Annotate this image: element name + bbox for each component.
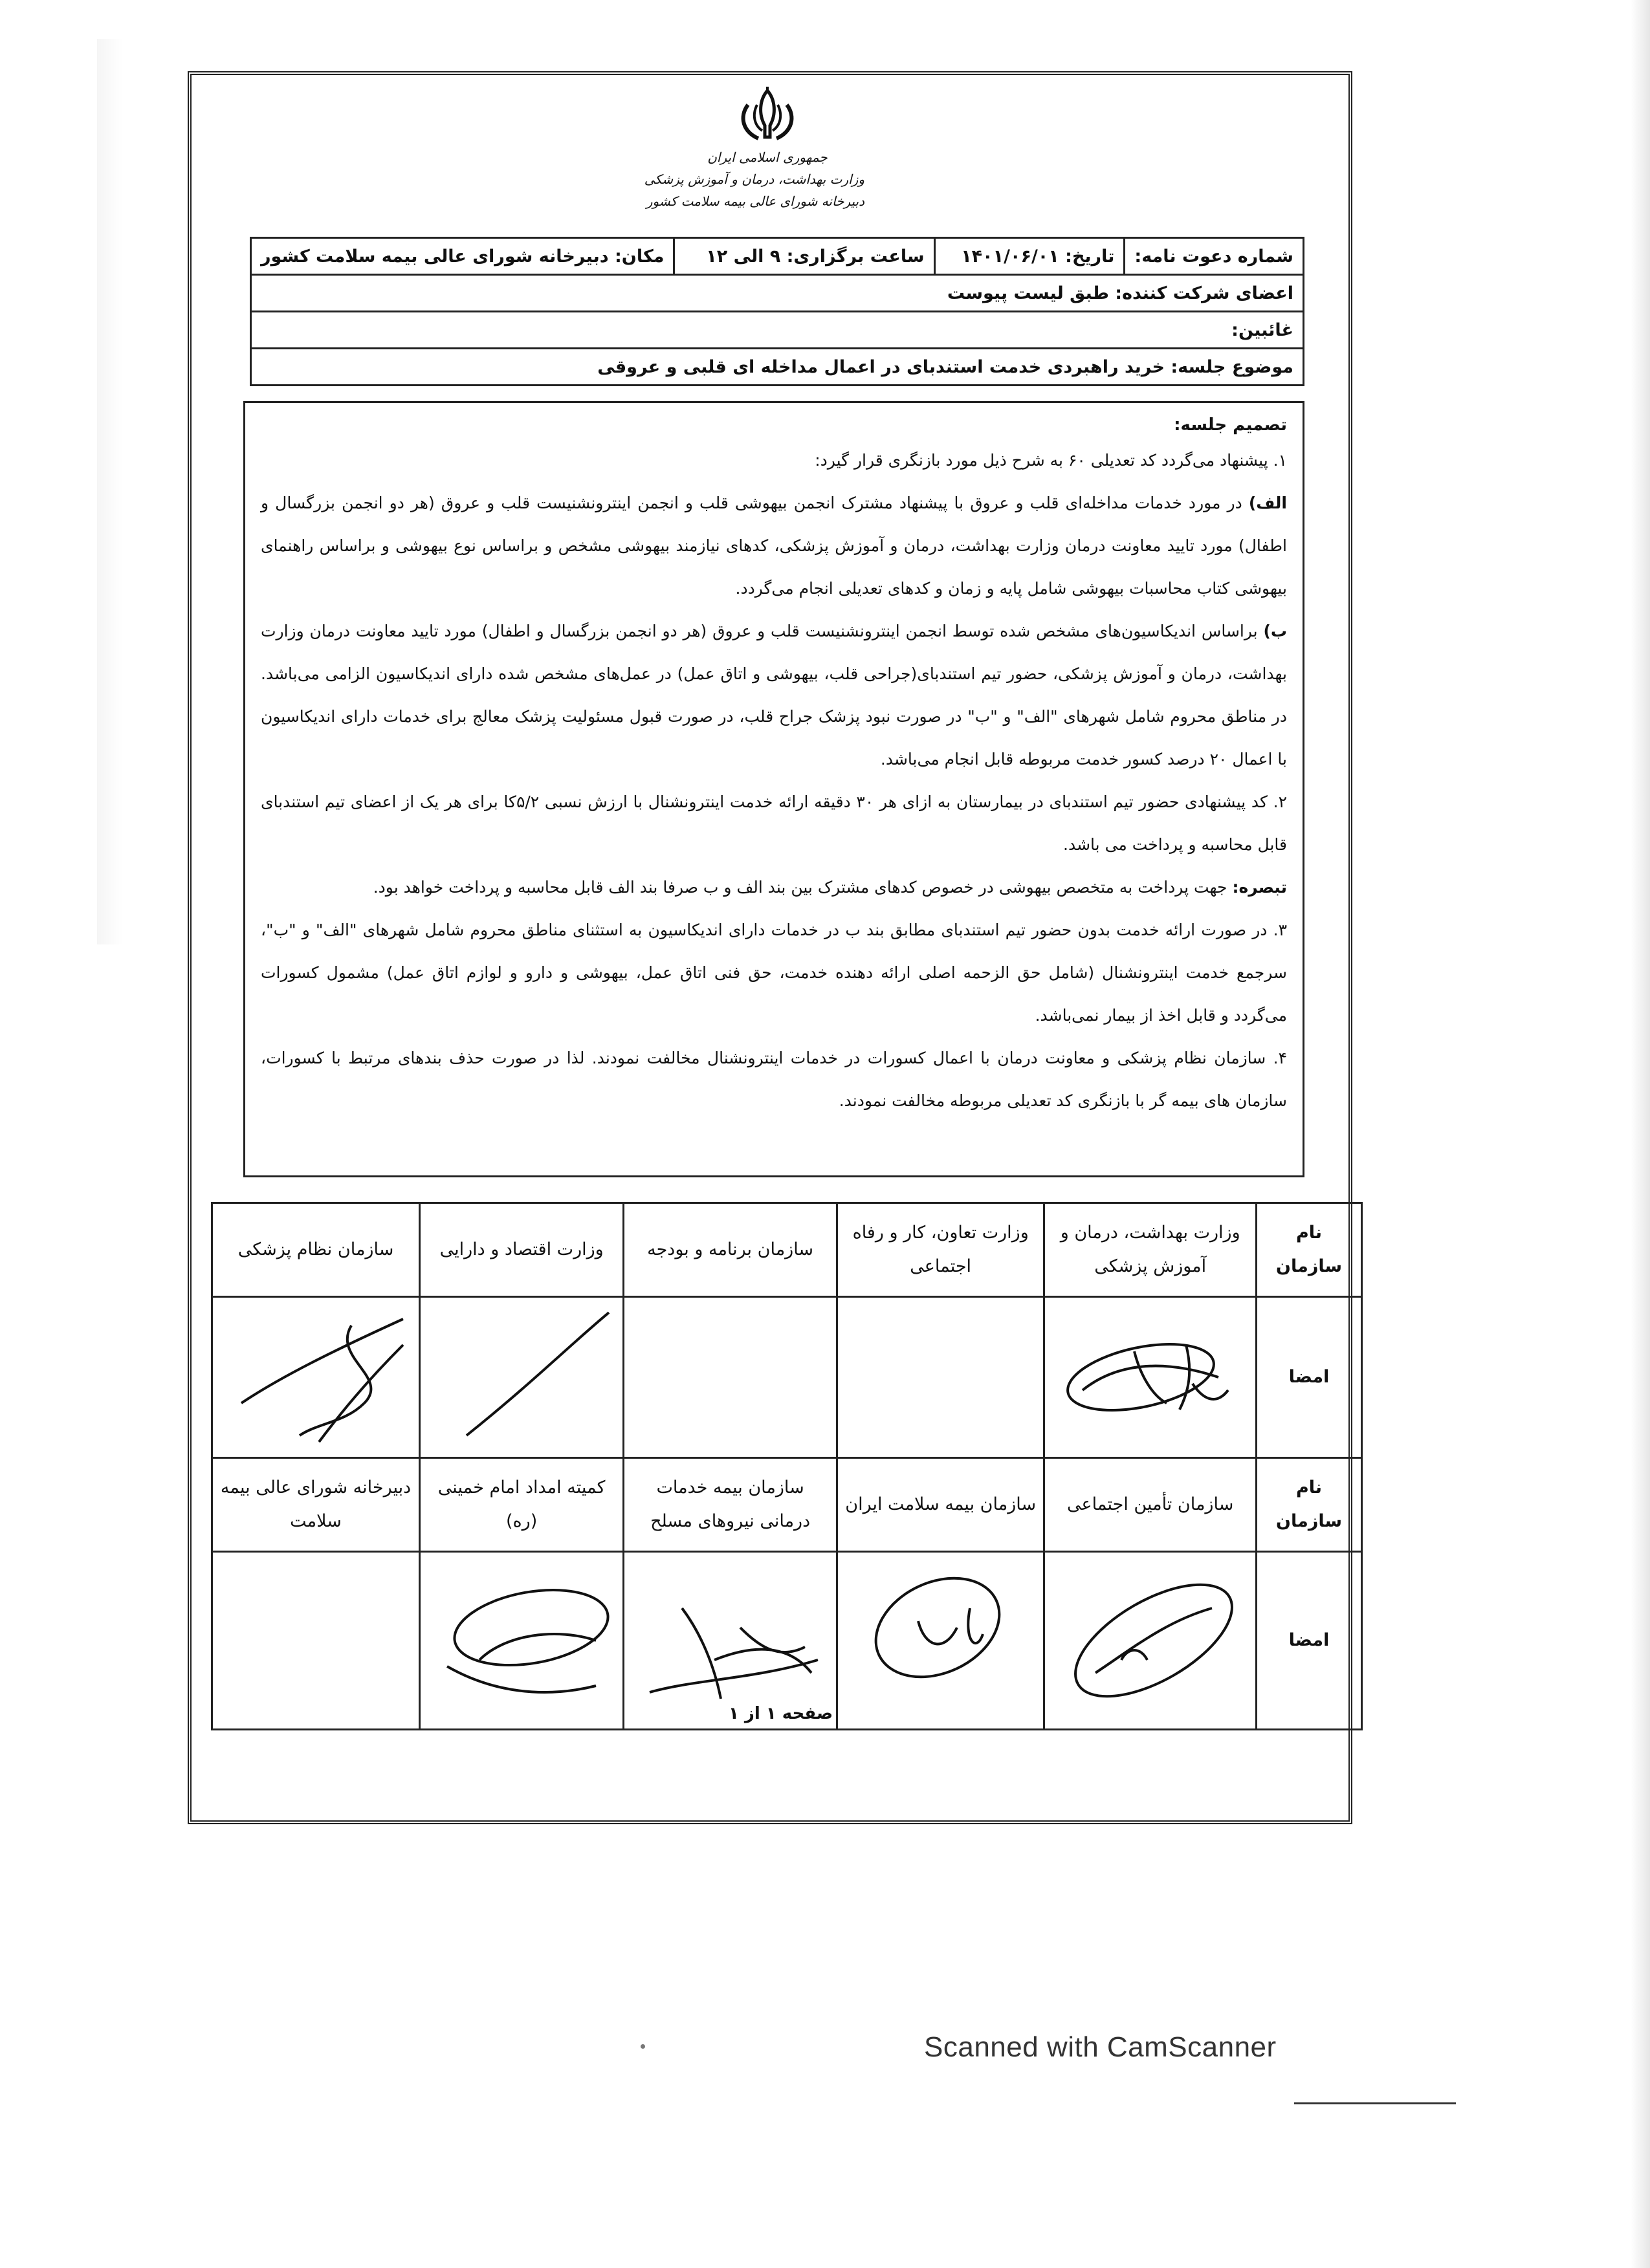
decision-title: تصمیم جلسه: (1174, 415, 1287, 435)
sign-label: امضا (1257, 1552, 1362, 1730)
signature-cell-empty (212, 1552, 420, 1730)
signature-cell (837, 1552, 1044, 1730)
meeting-place: مکان: دبیرخانه شورای عالی بیمه سلامت کشور (251, 238, 674, 275)
sign-label: امضا (1257, 1297, 1362, 1458)
meeting-subject: موضوع جلسه: خرید راهبردی خدمت استندبای در اعمال مداخله ای قلبی و عروقی (251, 349, 1304, 386)
meeting-info-table (250, 237, 1304, 386)
decision-item-2: ۲. کد پیشنهادی حضور تیم استندبای در بیمارستان به ازای هر ۳۰ دقیقه ارائه خدمت اینترونشنال با ارزش نسبی ۵/۲کا برای هر یک از اعضای تیم استندبای قابل محاسبه و پرداخت می باشد. (261, 792, 1287, 854)
org-label: نام سازمان (1257, 1458, 1362, 1552)
ministry-line: وزارت بهداشت، درمان و آموزش پزشکی (644, 171, 864, 187)
page-number: صفحه ۱ از ۱ (729, 1704, 833, 1723)
attendees: اعضای شرکت کننده: طبق لیست پیوست (251, 275, 1304, 312)
be-label: ب) (1263, 622, 1287, 640)
scan-rule-line (1294, 2102, 1456, 2104)
alef-text: در مورد خدمات مداخله‌ای قلب و عروق با پیشنهاد مشترک انجمن بیهوشی قلب و انجمن اینترونشنیست قلب و عروق (هر دو انجمن بزرگسال و اطفال) مورد تایید معاونت درمان وزارت بهداشت، درمان و آموزش پزشکی، کدهای نیازمند بیهوشی مشخص و براساس نوع بیهوشی و براساس راهنمای بیهوشی کتاب محاسبات بیهوشی شامل پایه و زمان و کدهای تعدیلی انجام می‌گردد. (261, 494, 1287, 598)
decision-box (243, 401, 1304, 1177)
scan-smudge (97, 39, 123, 944)
decision-note (261, 866, 1287, 909)
invite-number: شماره دعوت نامه: (1125, 238, 1304, 275)
signature-relief-committee (428, 1569, 615, 1712)
signature-cell (420, 1552, 624, 1730)
signature-health-ministry (1057, 1306, 1244, 1448)
signature-economy-ministry (428, 1306, 615, 1448)
org-name: سازمان بیمه سلامت ایران (837, 1458, 1044, 1552)
signature-cell (624, 1552, 837, 1730)
meeting-time: ساعت برگزاری: ۹ الی ۱۲ (674, 238, 934, 275)
org-name: وزارت اقتصاد و دارایی (420, 1203, 624, 1297)
signature-cell (212, 1297, 420, 1458)
org-name: دبیرخانه شورای عالی بیمه سلامت (212, 1458, 420, 1552)
signature-health-insurance (847, 1569, 1035, 1712)
secretariat-line: دبیرخانه شورای عالی بیمه سلامت کشور (646, 193, 864, 209)
org-name: سازمان برنامه و بودجه (624, 1203, 837, 1297)
absentees: غائبین: (251, 312, 1304, 349)
org-name: کمیته امداد امام خمینی (ره) (420, 1458, 624, 1552)
camscanner-watermark: Scanned with CamScanner (924, 2031, 1277, 2063)
decision-item-alef (261, 482, 1287, 610)
scan-edge-shadow (1631, 0, 1650, 2268)
signature-social-security (1057, 1569, 1244, 1712)
note-text: جهت پرداخت به متخصص بیهوشی در خصوص کدهای مشترک بین بند الف و ب صرفا بند الف قابل محاسبه و پرداخت خواهد بود. (373, 878, 1233, 897)
org-name: سازمان نظام پزشکی (212, 1203, 420, 1297)
signature-cell-empty (837, 1297, 1044, 1458)
meeting-date: تاریخ: ۱۴۰۱/۰۶/۰۱ (934, 238, 1125, 275)
signature-armed-forces-insurance (637, 1569, 824, 1712)
be-text: براساس اندیکاسیون‌های مشخص شده توسط انجمن اینترونشنیست قلب و عروق (هر دو انجمن بزرگسال و اطفال) مورد تایید معاونت درمان وزارت بهداشت، درمان و آموزش پزشکی، حضور تیم استندبای(جراحی قلب، بیهوشی و اتاق عمل) در عمل‌های مشخص شده دارای اندیکاسیون الزامی می‌باشد. در مناطق محروم شامل شهرهای "الف" و "ب" در صورت نبود پزشک جراح قلب، در صورت قبول مسئولیت پزشک معالج برای خدمات دارای اندیکاسیون با اعمال ۲۰ درصد کسور خدمت مربوطه قابل انجام می‌باشد. (261, 622, 1287, 769)
org-name: وزارت بهداشت، درمان و آموزش پزشکی (1044, 1203, 1257, 1297)
org-name: وزارت تعاون، کار و رفاه اجتماعی (837, 1203, 1044, 1297)
scan-dust-dot (641, 2044, 645, 2049)
org-name: سازمان تأمین اجتماعی (1044, 1458, 1257, 1552)
signature-cell (1044, 1552, 1257, 1730)
country-line: جمهوری اسلامی ایران (707, 149, 828, 165)
alef-label: الف) (1248, 494, 1287, 512)
signature-table (211, 1202, 1363, 1730)
note-label: تبصره: (1232, 878, 1287, 897)
signature-cell (420, 1297, 624, 1458)
decision-item-1: ۱. پیشنهاد می‌گردد کد تعدیلی ۶۰ به شرح ذیل مورد بازنگری قرار گیرد: (815, 451, 1287, 470)
decision-item-be (261, 610, 1287, 781)
signature-cell (1044, 1297, 1257, 1458)
iran-emblem-icon (722, 85, 813, 150)
signature-medical-council (222, 1306, 410, 1448)
document-frame (188, 71, 1352, 1824)
signature-cell-empty (624, 1297, 837, 1458)
decision-item-3: ۳. در صورت ارائه خدمت بدون حضور تیم استندبای مطابق بند ب در خدمات دارای اندیکاسیون به استثنای مناطق محروم شامل شهرهای "الف" و "ب"، سرجمع خدمت اینترونشنال (شامل حق الزحمه اصلی ارائه دهنده خدمت، حق فنی اتاق عمل، بیهوشی و دارو و لوازم اتاق عمل) مشمول کسورات می‌گردد و قابل اخذ از بیمار نمی‌باشد. (261, 921, 1287, 1025)
org-name: سازمان بیمه خدمات درمانی نیروهای مسلح (624, 1458, 837, 1552)
org-label: نام سازمان (1257, 1203, 1362, 1297)
decision-item-4: ۴. سازمان نظام پزشکی و معاونت درمان با اعمال کسورات در خدمات اینترونشنال مخالفت نمودند. لذا در صورت حذف بندهای مرتبط با کسورات، سازمان های بیمه گر با بازنگری کد تعدیلی مربوطه مخالفت نمودند. (261, 1049, 1287, 1110)
ministry-header (644, 146, 864, 212)
